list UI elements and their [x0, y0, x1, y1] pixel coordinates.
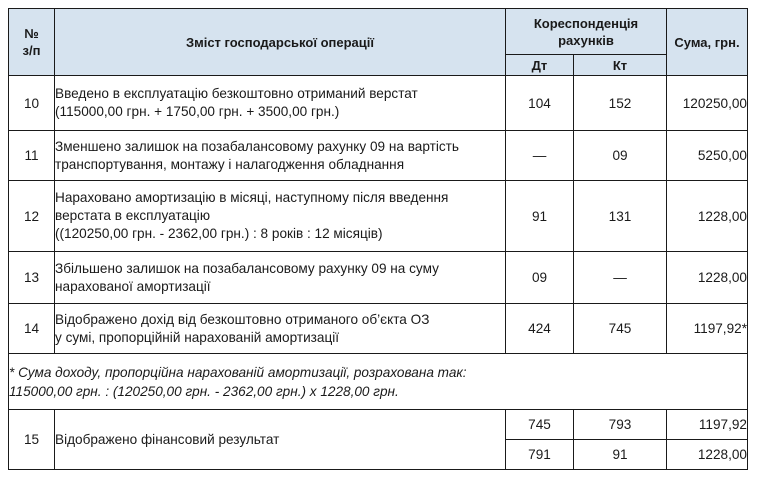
row-credit: 09 — [574, 131, 667, 181]
table-row — [9, 304, 748, 354]
header-amount: Сума, грн. — [667, 9, 748, 76]
header-correspondence: Кореспонденція рахунків — [506, 9, 667, 55]
row-number: 10 — [9, 76, 55, 131]
row-number: 15 — [9, 410, 55, 470]
row-amount: 1197,92* — [667, 304, 748, 354]
row-description: Зменшено залишок на позабалансовому рахунку 09 на вартість транспортування, монтажу і налагодження обладнання — [55, 131, 506, 181]
row-description: Нараховано амортизацію в місяці, наступному після введення верстата в експлуатацію ((120250,00 грн. - 2362,00 грн.) : 8 років : 12 місяців) — [55, 181, 506, 252]
table-row — [9, 410, 748, 440]
table-row — [9, 181, 748, 252]
row-debit: 104 — [506, 76, 574, 131]
row-number: 11 — [9, 131, 55, 181]
row-credit: — — [574, 252, 667, 304]
header-number: № з/п — [9, 9, 55, 76]
row-amount: 1228,00 — [667, 440, 748, 470]
row-description: Збільшено залишок на позабалансовому рахунку 09 на суму нарахованої амортизації — [55, 252, 506, 304]
header-content: Зміст господарської операції — [55, 9, 506, 76]
row-debit: 424 — [506, 304, 574, 354]
row-credit: 152 — [574, 76, 667, 131]
row-number: 12 — [9, 181, 55, 252]
row-debit: 09 — [506, 252, 574, 304]
row-credit: 745 — [574, 304, 667, 354]
row-debit: 745 — [506, 410, 574, 440]
table-row — [9, 131, 748, 181]
row-credit: 131 — [574, 181, 667, 252]
operations-table — [8, 8, 748, 470]
row-description: Відображено дохід від безкоштовно отриманого об’єкта ОЗ у сумі, пропорційній нарахованій амортизації — [55, 304, 506, 354]
row-amount: 5250,00 — [667, 131, 748, 181]
row-credit: 793 — [574, 410, 667, 440]
row-amount: 1228,00 — [667, 181, 748, 252]
table-row — [9, 76, 748, 131]
row-debit: — — [506, 131, 574, 181]
header-credit: Кт — [574, 55, 667, 76]
row-amount: 1197,92 — [667, 410, 748, 440]
row-amount: 120250,00 — [667, 76, 748, 131]
row-amount: 1228,00 — [667, 252, 748, 304]
row-credit: 91 — [574, 440, 667, 470]
row-number: 14 — [9, 304, 55, 354]
row-description: Відображено фінансовий результат — [55, 410, 506, 470]
row-number: 13 — [9, 252, 55, 304]
table-row — [9, 252, 748, 304]
row-description: Введено в експлуатацію безкоштовно отриманий верстат (115000,00 грн. + 1750,00 грн. + 3500,00 грн.) — [55, 76, 506, 131]
row-debit: 91 — [506, 181, 574, 252]
header-debit: Дт — [506, 55, 574, 76]
footnote: * Сума доходу, пропорційна нарахованій амортизації, розрахована так: 115000,00 грн. : (120250,00 грн. - 2362,00 грн.) х 1228,00 грн. — [9, 354, 748, 410]
footnote-row — [9, 354, 748, 410]
row-debit: 791 — [506, 440, 574, 470]
